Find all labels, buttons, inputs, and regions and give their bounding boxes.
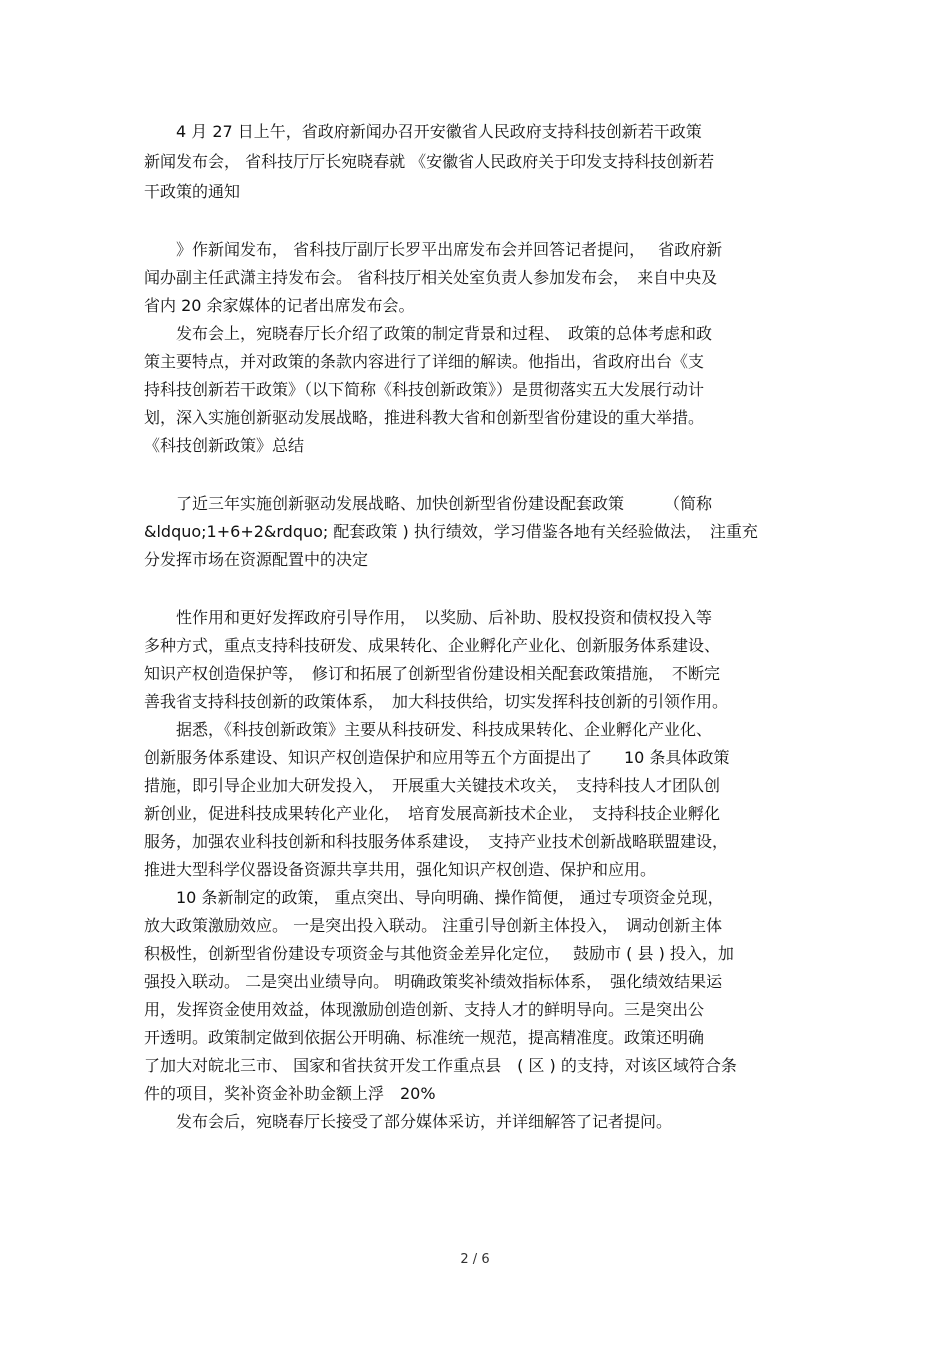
paragraph-line: 持科技创新若干政策》（以下简称《科技创新政策》）是贯彻落实五大发展行动计 [144,380,705,399]
paragraph-line: &ldquo;1+6+2&rdquo; 配套政策 ) 执行绩效，学习借鉴各地有关经验做法， 注重充 [144,522,758,541]
paragraph-line: 发布会后，宛晓春厅长接受了部分媒体采访，并详细解答了记者提问。 [144,1112,673,1131]
paragraph-line: 干政策的通知 [144,182,241,201]
paragraph-line: 据悉，《科技创新政策》主要从科技研发、科技成果转化、企业孵化产业化、 [144,720,713,739]
paragraph-line: 划，深入实施创新驱动发展战略，推进科教大省和创新型省份建设的重大举措。 [144,408,705,427]
paragraph-line: 了近三年实施创新驱动发展战略、加快创新型省份建设配套政策 （简称 [144,494,713,513]
paragraph-line: 积极性，创新型省份建设专项资金与其他资金差异化定位， 鼓励市 ( 县 ) 投入，加 [144,944,734,963]
paragraph-line: 性作用和更好发挥政府引导作用， 以奖励、后补助、股权投资和债权投入等 [144,608,713,627]
paragraph-line: 10 条新制定的政策， 重点突出、导向明确、操作简便， 通过专项资金兑现， [144,888,724,907]
paragraph-line: 分发挥市场在资源配置中的决定 [144,550,369,569]
paragraph-line: 放大政策激励效应。 一是突出投入联动。 注重引导创新主体投入， 调动创新主体 [144,916,723,935]
paragraph-line: 新闻发布会， 省科技厅厅长宛晓春就 《安徽省人民政府关于印发支持科技创新若 [144,152,715,171]
paragraph-line: 了加大对皖北三市、 国家和省扶贫开发工作重点县 ( 区 ) 的支持，对该区域符合条 [144,1056,737,1075]
paragraph-line: 服务，加强农业科技创新和科技服务体系建设， 支持产业技术创新战略联盟建设， [144,832,729,851]
paragraph-line: 闻办副主任武潇主持发布会。 省科技厅相关处室负责人参加发布会， 来自中央及 [144,268,718,287]
paragraph-line: 措施，即引导企业加大研发投入， 开展重大关键技术攻关， 支持科技人才团队创 [144,776,721,795]
paragraph-line: 用，发挥资金使用效益，体现激励创造创新、支持人才的鲜明导向。三是突出公 [144,1000,705,1019]
paragraph-line: 创新服务体系建设、知识产权创造保护和应用等五个方面提出了 10 条具体政策 [144,748,730,767]
paragraph-line: 《科技创新政策》总结 [144,436,305,455]
paragraph-line: 善我省支持科技创新的政策体系， 加大科技供给，切实发挥科技创新的引领作用。 [144,692,729,711]
paragraph-line: 》作新闻发布， 省科技厅副厅长罗平出席发布会并回答记者提问， 省政府新 [144,240,723,259]
paragraph-line: 强投入联动。 二是突出业绩导向。 明确政策奖补绩效指标体系， 强化绩效结果运 [144,972,723,991]
paragraph-line: 策主要特点，并对政策的条款内容进行了详细的解读。他指出，省政府出台《支 [144,352,705,371]
paragraph-line: 发布会上，宛晓春厅长介绍了政策的制定背景和过程、 政策的总体考虑和政 [144,324,713,343]
paragraph-line: 推进大型科学仪器设备资源共享共用，强化知识产权创造、保护和应用。 [144,860,657,879]
paragraph-line: 开透明。政策制定做到依据公开明确、标准统一规范，提高精准度。政策还明确 [144,1028,705,1047]
paragraph-line: 件的项目，奖补资金补助金额上浮 20% [144,1084,436,1103]
paragraph-line: 多种方式，重点支持科技研发、成果转化、企业孵化产业化、创新服务体系建设、 [144,636,721,655]
paragraph-line: 知识产权创造保护等， 修订和拓展了创新型省份建设相关配套政策措施， 不断完 [144,664,721,683]
paragraph-line: 新创业，促进科技成果转化产业化， 培育发展高新技术企业， 支持科技企业孵化 [144,804,721,823]
page-number: 2 / 6 [460,1252,490,1267]
paragraph-line: 4 月 27 日上午，省政府新闻办召开安徽省人民政府支持科技创新若干政策 [144,122,702,141]
paragraph-line: 省内 20 余家媒体的记者出席发布会。 [144,296,415,315]
